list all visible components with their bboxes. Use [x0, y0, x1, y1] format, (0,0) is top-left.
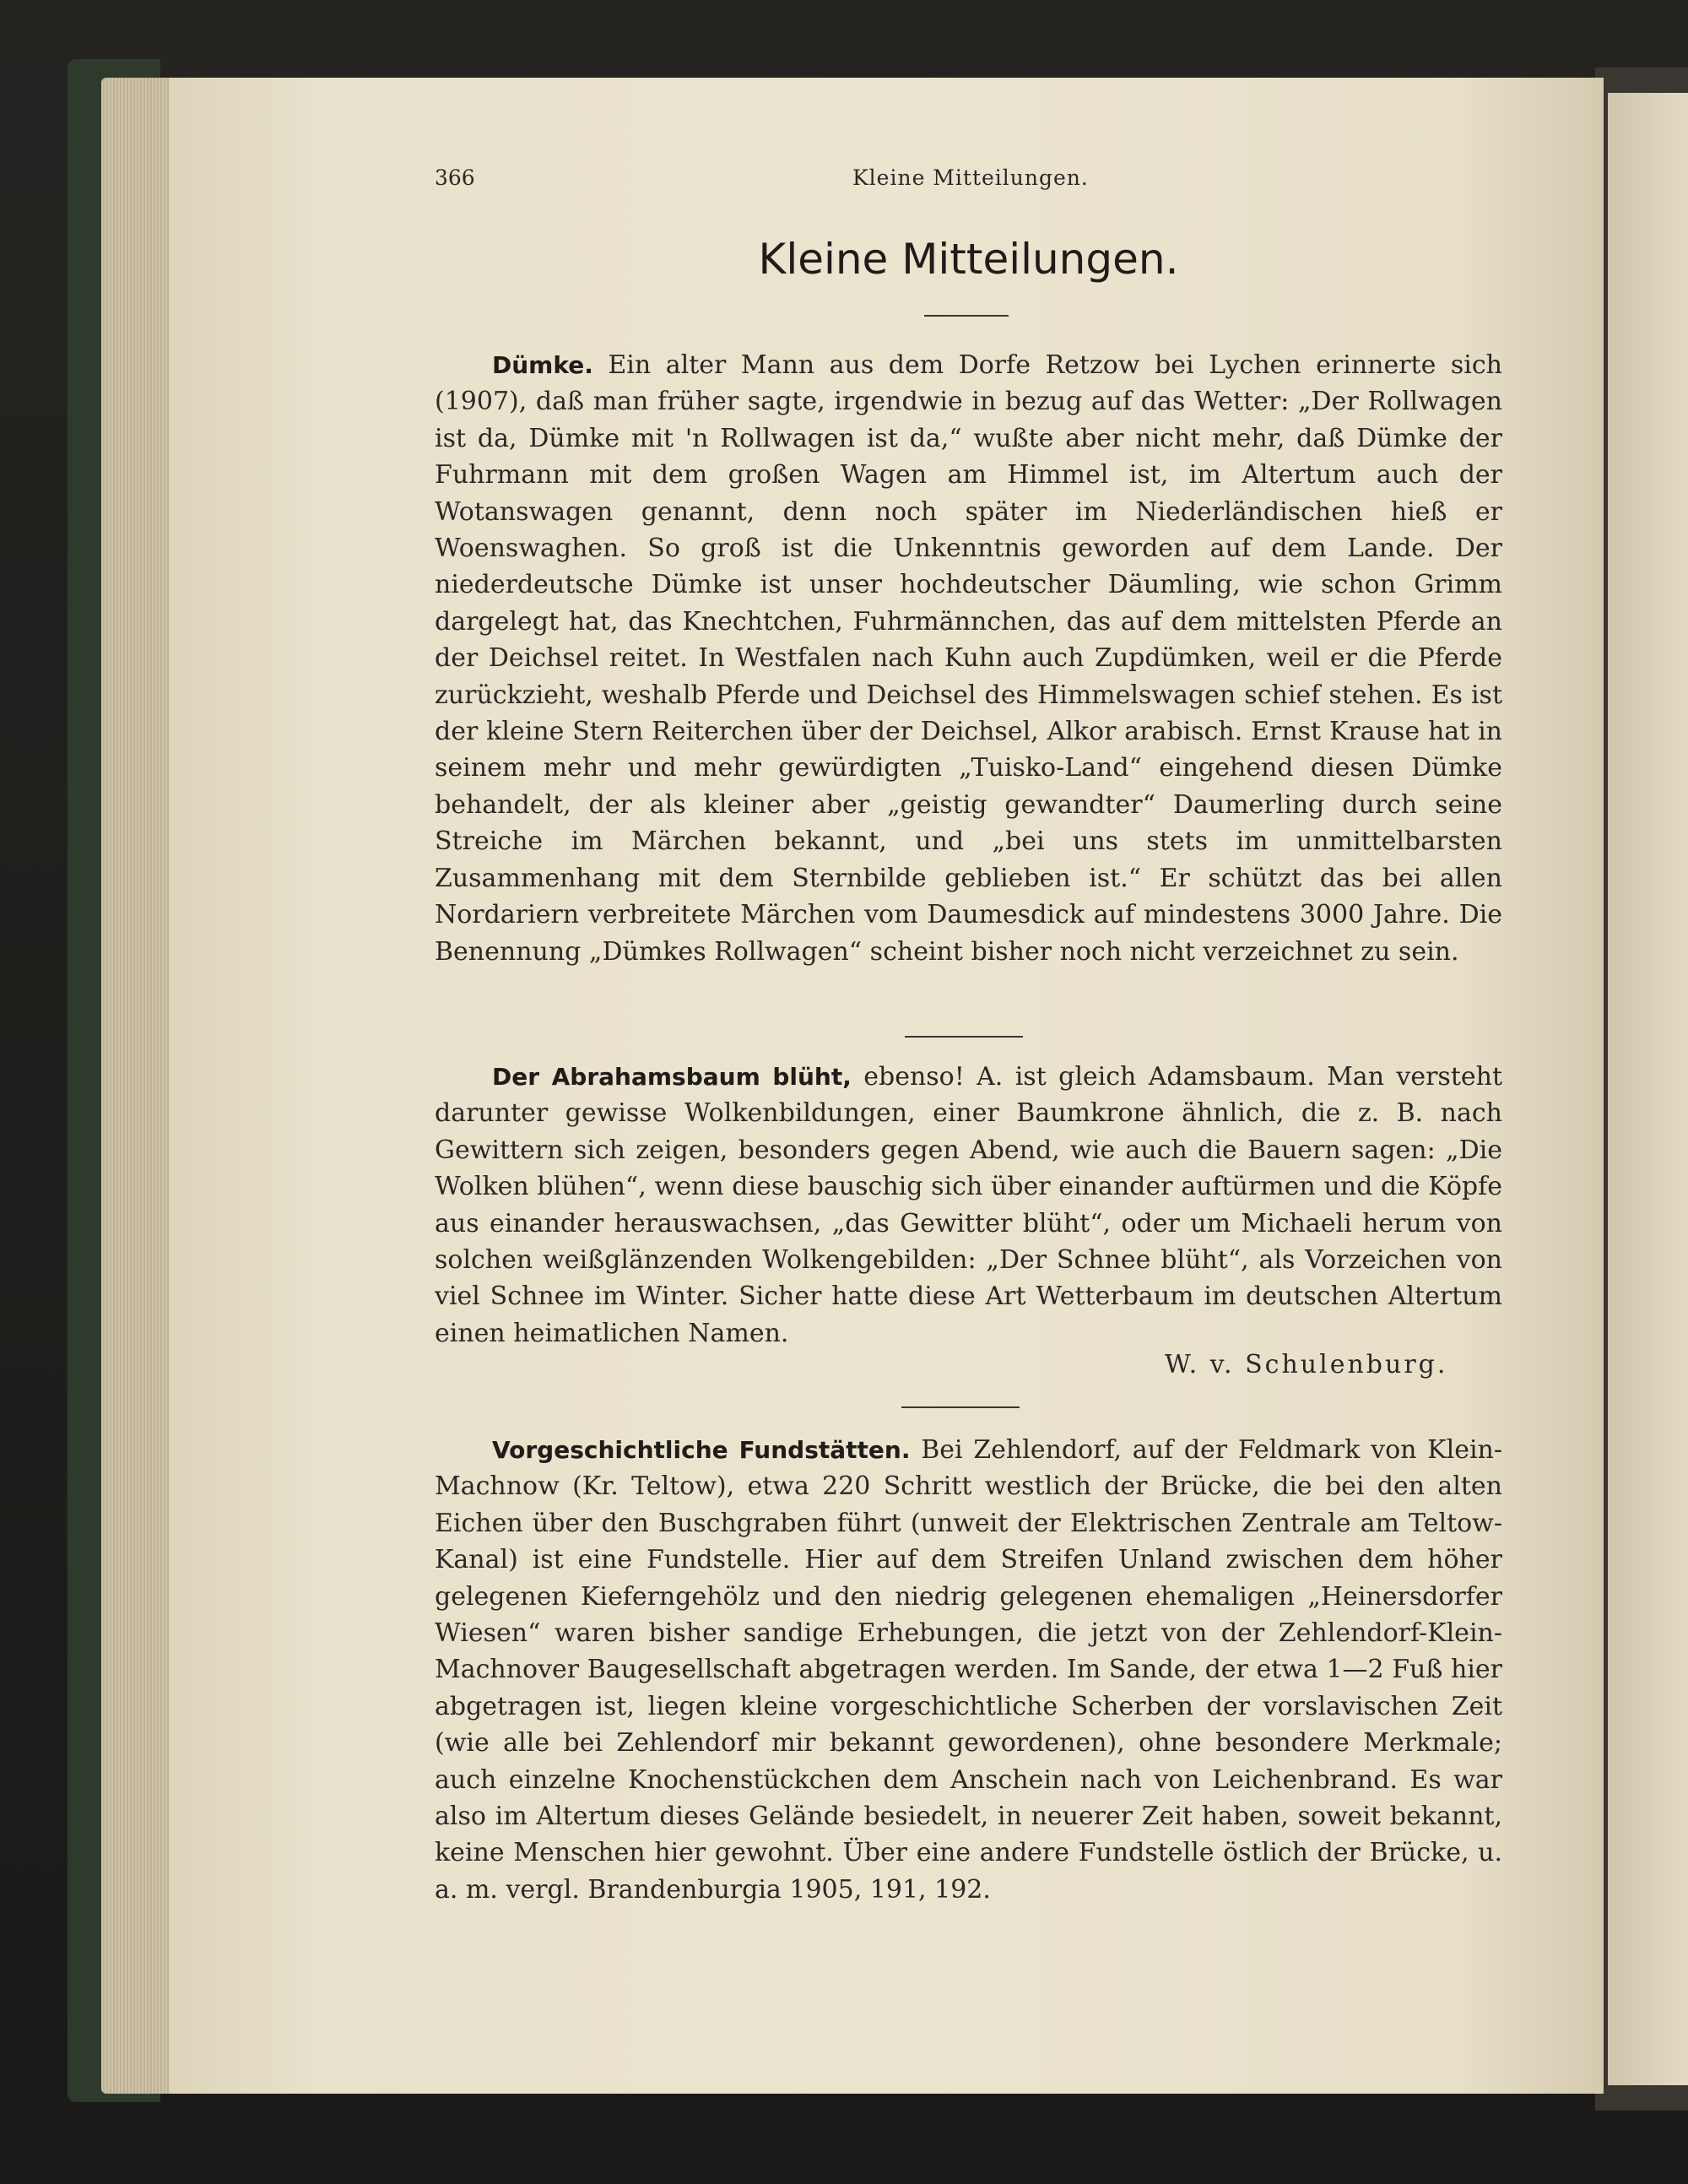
article-body: Ein alter Mann aus dem Dorfe Retzow bei Lychen erinnerte sich (1907), daß man früher sagte, irgendwie in bezug auf das Wetter: „Der Rollwagen ist da, Dümke mit 'n Rollwagen ist da,“ wußte aber nicht mehr, daß Dümke der Fuhrmann mit dem großen Wagen am Himmel ist, im Altertum auch der Wotanswagen genannt, denn noch später im Niederländischen hieß er Woenswaghen. So groß ist die Unkenntnis geworden auf dem Lande. Der niederdeutsche Dümke ist unser hochdeutscher Däumling, wie schon Grimm dargelegt hat, das Knechtchen, Fuhrmännchen, das auf dem mittelsten Pferde an der Deichsel reitet. In Westfalen nach Kuhn auch Zupdümken, weil er die Pferde zurückzieht, weshalb Pferde und Deichsel des Himmelswagen schief stehen. Es ist der kleine Stern Reiterchen über der Deichsel, Alkor arabisch. Ernst Krause hat in seinem mehr und mehr gewürdigten „Tuisko-Land“ eingehend diesen Dümke behandelt, der als kleiner aber „geistig gewandter“ Daumerling durch seine Streiche im Märchen bekannt, und „bei uns stets im unmittelbarsten Zusammenhang mit dem Sternbilde geblieben ist.“ Er schützt das bei allen Nordariern verbreitete Märchen vom Daumesdick auf mindestens 3000 Jahre. Die Benennung „Dümkes Rollwagen“ scheint bisher noch nicht verzeichnet zu sein.	[435, 350, 1502, 967]
divider	[905, 1036, 1023, 1038]
facing-page	[1608, 93, 1688, 2085]
divider	[924, 315, 1009, 317]
article-heading: Dümke.	[492, 351, 593, 379]
article-heading: Vorgeschichtliche Fundstätten.	[492, 1436, 911, 1464]
page-edges	[101, 78, 177, 2094]
page-title: Kleine Mitteilungen.	[758, 235, 1179, 284]
running-title: Kleine Mitteilungen.	[852, 165, 1089, 190]
author-signature: W. v. Schulenburg.	[1165, 1350, 1448, 1379]
divider	[901, 1406, 1020, 1408]
article-duemke	[435, 347, 1502, 970]
article-heading: Der Abrahamsbaum blüht,	[492, 1063, 852, 1091]
article-body: Bei Zehlendorf, auf der Feldmark von Klein-Machnow (Kr. Teltow), etwa 220 Schritt westlich der Brücke, die bei den alten Eichen über den Buschgraben führt (unweit der Elektrischen Zentrale am Teltow-Kanal) ist eine Fundstelle. Hier auf dem Streifen Unland zwischen dem höher gelegenen Kieferngehölz und den niedrig gelegenen ehemaligen „Heinersdorfer Wiesen“ waren bisher sandige Erhebungen, die jetzt von der Zehlendorf-Klein-Machnover Baugesellschaft abgetragen werden. Im Sande, der etwa 1—2 Fuß hier abgetragen ist, liegen kleine vorgeschichtliche Scherben der vorslavischen Zeit (wie alle bei Zehlendorf mir bekannt gewordenen), ohne besondere Merkmale; auch einzelne Knochenstückchen dem Anschein nach von Leichenbrand. Es war also im Altertum dieses Gelände besiedelt, in neuerer Zeit haben, soweit bekannt, keine Menschen hier gewohnt. Über eine andere Fundstelle östlich der Brücke, u. a. m. vergl. Brandenburgia 1905, 191, 192.	[435, 1435, 1502, 1905]
running-head	[435, 165, 1502, 199]
page-number: 366	[435, 165, 475, 190]
article-body: ebenso! A. ist gleich Adamsbaum. Man versteht darunter gewisse Wolkenbildungen, einer Baumkrone ähnlich, die z. B. nach Gewittern sich zeigen, besonders gegen Abend, wie auch die Bauern sagen: „Die Wolken blühen“, wenn diese bauschig sich über einander auftürmen und die Köpfe aus einander herauswachsen, „das Gewitter blüht“, oder um Michaeli herum von solchen weißglänzenden Wolkengebilden: „Der Schnee blüht“, als Vorzeichen von viel Schnee im Winter. Sicher hatte diese Art Wetterbaum im deutschen Altertum einen heimatlichen Namen.	[435, 1062, 1503, 1348]
article-abrahamsbaum	[435, 1059, 1502, 1352]
article-fundstaetten	[435, 1432, 1502, 1908]
